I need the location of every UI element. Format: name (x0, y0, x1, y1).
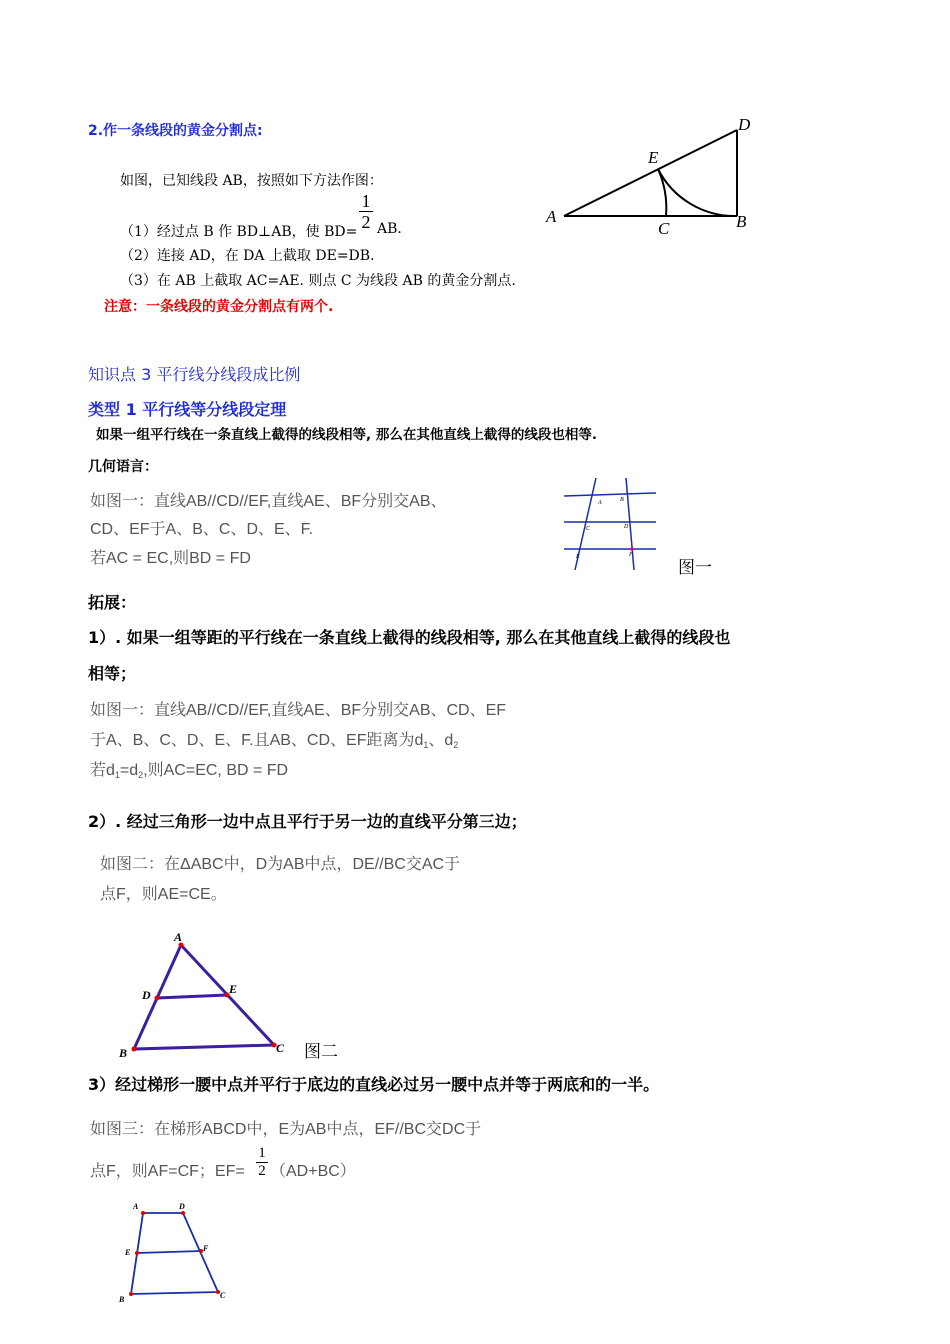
extension-item-2: 2）. 经过三角形一边中点且平行于另一边的直线平分第三边； (88, 812, 527, 831)
knowledge-point-title: 知识点 3 平行线分线段成比例 (88, 365, 301, 384)
label-d: D (624, 524, 629, 530)
label-e: E (125, 1248, 131, 1257)
label-a: A (133, 1202, 139, 1211)
intro-text: 如图，已知线段 AB，按照如下方法作图： (120, 173, 383, 189)
label-f: F (629, 552, 633, 558)
arc-eb (658, 169, 737, 216)
fraction-denominator: 2 (361, 212, 371, 232)
golden-section-figure (540, 110, 765, 240)
label-d: D (142, 988, 151, 1002)
geometry-line-1: 如图一：直线AB//CD//EF,直线AE、BF分别交AB、 (90, 493, 447, 510)
extension-item-3: 3）经过梯形一腰中点并平行于底边的直线必过另一腰中点并等于两底和的一半。 (88, 1075, 660, 1094)
extension-label: 拓展： (88, 593, 137, 612)
example-3-line-1: 如图三：在梯形ABCD中，E为AB中点，EF//BC交DC于 (90, 1121, 482, 1138)
label-a: A (174, 930, 183, 944)
segment-ad (564, 130, 737, 216)
figure-three (115, 1198, 235, 1308)
segment-ef (137, 1251, 201, 1253)
label-e: E (229, 982, 238, 996)
step-3-text: （3）在 AB 上截取 AC=AE. 则点 C 为线段 AB 的黄金分割点. (120, 273, 516, 289)
geometry-line-2: CD、EF于A、B、C、D、E、F. (90, 521, 314, 538)
line-ab (564, 493, 656, 496)
section-heading: 2.作一条线段的黄金分割点: (88, 123, 263, 139)
example-1-line-1: 如图一：直线AB//CD//EF,直线AE、BF分别交AB、CD、EF (90, 702, 507, 719)
step-1-suffix: AB. (377, 221, 402, 237)
label-e: E (648, 148, 659, 167)
theorem-text: 如果一组平行线在一条直线上截得的线段相等, 那么在其他直线上截得的线段也相等. (96, 427, 597, 443)
segment-de (157, 995, 227, 998)
label-b: B (736, 212, 747, 231)
label-d: D (179, 1202, 185, 1211)
geometry-line-3: 若AC = EC,则BD = FD (90, 550, 251, 567)
label-a: A (546, 207, 557, 226)
example-3-line-2: 点F，则AF=CF；EF= (90, 1163, 245, 1180)
fraction-one-half (359, 192, 373, 231)
label-f: F (203, 1244, 209, 1253)
label-e: E (576, 554, 580, 560)
label-c: C (276, 1041, 285, 1055)
label-d: D (738, 115, 751, 134)
fraction-numerator: 1 (361, 191, 371, 211)
type-1-title: 类型 1 平行线等分线段定理 (88, 400, 287, 419)
point-f (630, 547, 634, 551)
example-3-line-2-suffix: （AD+BC） (270, 1163, 356, 1180)
label-b: B (119, 1046, 128, 1060)
figure-one-caption: 图一 (678, 558, 712, 578)
extension-item-1-cont: 相等； (88, 664, 137, 683)
label-c: C (658, 219, 670, 238)
fraction-denominator: 2 (258, 1163, 266, 1179)
label-a: A (598, 500, 602, 506)
label-c: C (220, 1291, 226, 1300)
step-1-text: （1）经过点 B 作 BD⊥AB，使 BD= (120, 224, 358, 240)
geometry-language-label: 几何语言： (88, 459, 158, 475)
example-2-line-1: 如图二：在ΔABC中，D为AB中点，DE//BC交AC于 (100, 856, 461, 873)
label-b: B (119, 1295, 125, 1304)
example-1-line-2: 于A、B、C、D、E、F.且AB、CD、EF距离为$d_1$、$d_2$ (90, 732, 459, 750)
figure-two-caption: 图二 (304, 1042, 338, 1062)
figure-two (110, 925, 300, 1065)
example-1-line-3: 若$d_1=d_2$,则AC=EC, BD = FD (90, 762, 289, 780)
extension-item-1: 1）. 如果一组等距的平行线在一条直线上截得的线段相等, 那么在其他直线上截得的线段也 (88, 628, 731, 647)
fraction-numerator: 1 (258, 1145, 266, 1161)
example-2-line-2: 点F，则AE=CE。 (100, 886, 227, 903)
label-b: B (620, 497, 624, 503)
label-c: C (586, 526, 591, 532)
figure-one (560, 476, 660, 574)
step-2-text: （2）连接 AD，在 DA 上截取 DE=DB. (120, 248, 375, 264)
note-text: 注意：一条线段的黄金分割点有两个. (104, 299, 334, 315)
fraction-one-half-2 (256, 1146, 268, 1179)
